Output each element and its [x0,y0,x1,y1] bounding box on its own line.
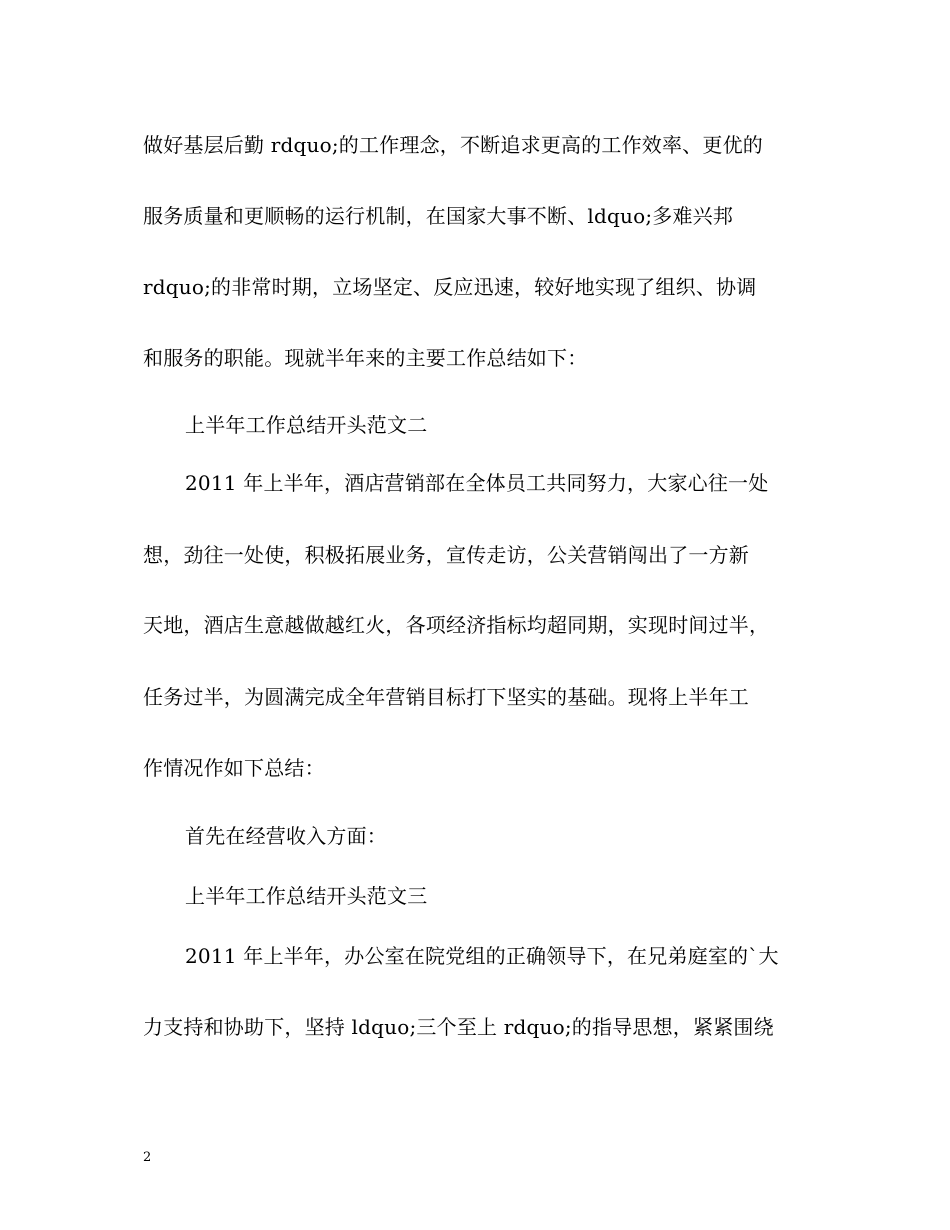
text-line-13: 2011 年上半年，办公室在院党组的正确领导下，在兄弟庭室的`大 [185,944,779,968]
text-line-8: 天地，酒店生意越做越红火，各项经济指标均超同期，实现时间过半， [143,613,770,637]
text-line-4: 和服务的职能。现就半年来的主要工作总结如下： [143,346,588,370]
text-line-3: rdquo;的非常时期，立场坚定、反应迅速，较好地实现了组织、协调 [143,275,757,299]
text-line-10: 作情况作如下总结： [143,756,325,780]
text-line-1: 做好基层后勤 rdquo;的工作理念，不断追求更高的工作效率、更优的 [143,133,763,157]
page-number: 2 [143,1150,152,1165]
text-line-2: 服务质量和更顺畅的运行机制，在国家大事不断、ldquo;多难兴邦 [143,204,734,228]
text-line-14: 力支持和协助下，坚持 ldquo;三个至上 rdquo;的指导思想，紧紧围绕 [143,1015,774,1039]
section-heading-2: 上半年工作总结开头范文二 [185,413,428,437]
text-line-7: 想，劲往一处使，积极拓展业务，宣传走访，公关营销闯出了一方新 [143,543,749,567]
section-heading-3: 上半年工作总结开头范文三 [185,884,428,908]
text-line-6: 2011 年上半年，酒店营销部在全体员工共同努力，大家心往一处 [185,471,769,495]
text-line-11: 首先在经营收入方面： [185,824,387,848]
text-line-9: 任务过半，为圆满完成全年营销目标打下坚实的基础。现将上半年工 [143,685,749,709]
